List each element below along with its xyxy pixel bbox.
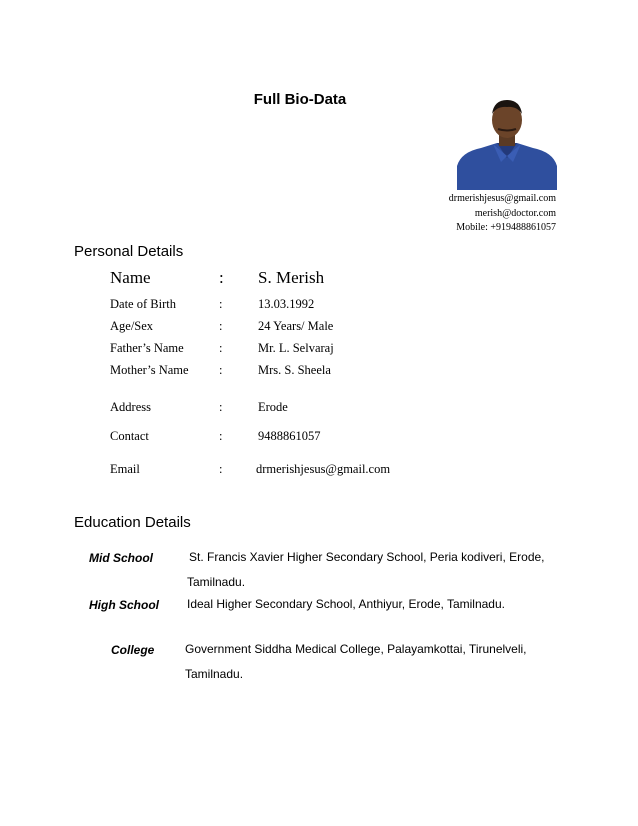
name-colon: : (219, 268, 224, 287)
father-name-label: Father’s Name (110, 341, 184, 355)
email-label: Email (110, 462, 140, 476)
address-colon: : (219, 400, 223, 414)
college-line1: Government Siddha Medical College, Palayamkottai, Tirunelveli, (185, 642, 527, 656)
mid-school-line2: Tamilnadu. (187, 575, 246, 589)
address-label: Address (110, 400, 151, 414)
email-colon: : (219, 462, 223, 476)
contact-colon: : (219, 429, 223, 443)
age-sex-label: Age/Sex (110, 319, 154, 333)
contact-value: 9488861057 (258, 429, 321, 443)
contact-mobile: Mobile: +919488861057 (456, 222, 556, 233)
dob-label: Date of Birth (110, 297, 176, 311)
dob-value: 13.03.1992 (258, 297, 315, 311)
personal-details-heading: Personal Details (74, 243, 184, 260)
age-sex-value: 24 Years/ Male (258, 319, 334, 333)
mother-name-colon: : (219, 363, 223, 377)
mid-school-label: Mid School (89, 551, 153, 565)
mid-school-line1: St. Francis Xavier Higher Secondary School, Peria kodiveri, Erode, (189, 550, 545, 564)
name-label: Name (110, 268, 151, 287)
email-value: drmerishjesus@gmail.com (256, 462, 391, 476)
college-label: College (111, 643, 155, 657)
age-sex-colon: : (219, 319, 223, 333)
father-name-value: Mr. L. Selvaraj (258, 341, 334, 355)
page-title: Full Bio-Data (253, 91, 347, 108)
high-school-line1: Ideal Higher Secondary School, Anthiyur, Erode, Tamilnadu. (187, 597, 505, 611)
dob-colon: : (219, 297, 223, 311)
high-school-label: High School (89, 598, 159, 612)
education-details-heading: Education Details (74, 514, 191, 531)
college-line2: Tamilnadu. (185, 667, 244, 681)
name-value: S. Merish (258, 268, 325, 287)
father-name-colon: : (219, 341, 223, 355)
contact-label: Contact (110, 429, 149, 443)
person-photo-icon (457, 96, 557, 190)
contact-email-secondary: merish@doctor.com (474, 208, 556, 219)
contact-email-primary: drmerishjesus@gmail.com (448, 193, 556, 204)
mother-name-label: Mother’s Name (110, 363, 189, 377)
address-value: Erode (258, 400, 288, 414)
mother-name-value: Mrs. S. Sheela (258, 363, 331, 377)
